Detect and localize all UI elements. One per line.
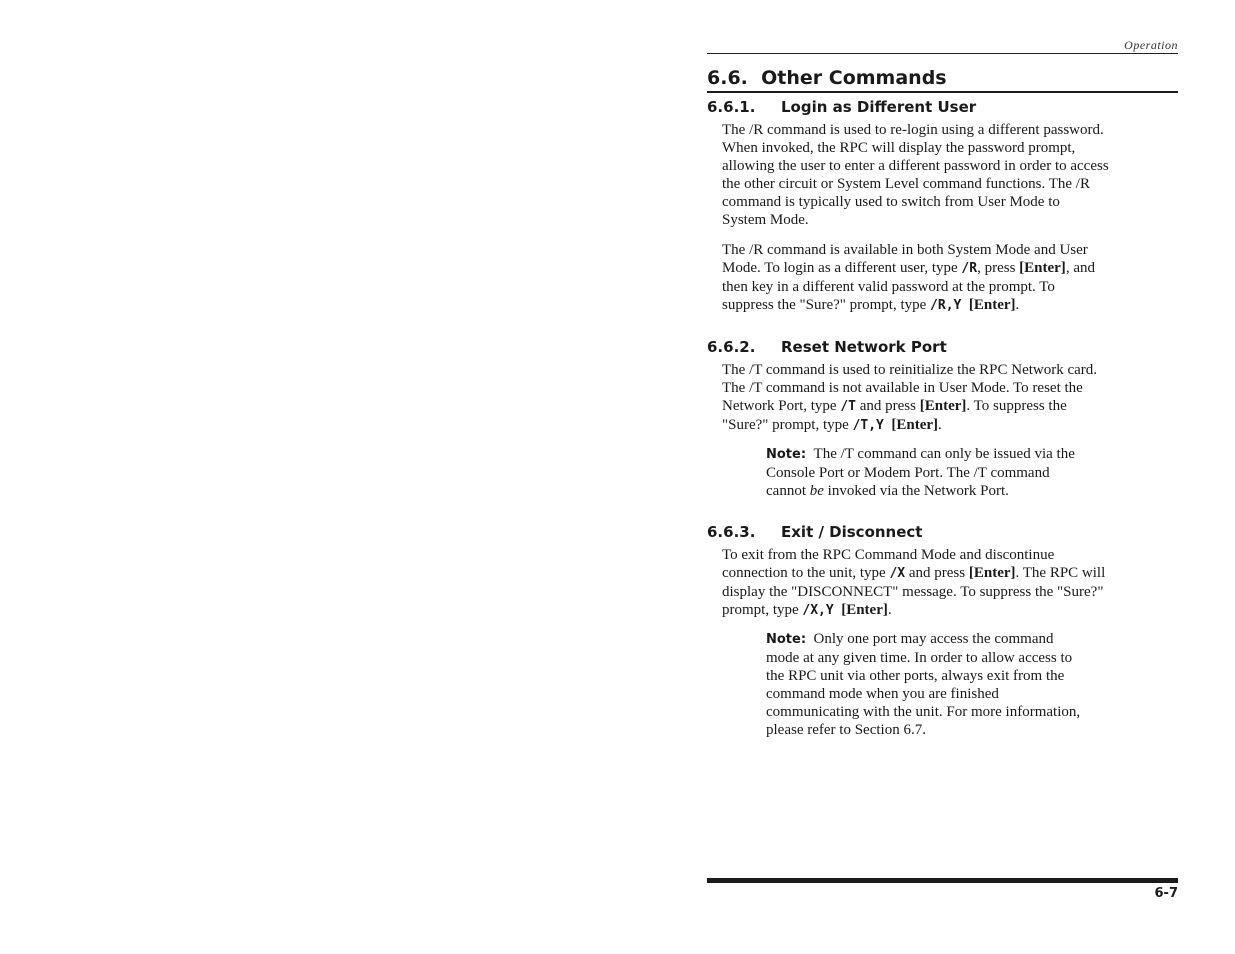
- note-label: Note:: [766, 632, 807, 647]
- text-line: command is typically used to switch from User Mode to: [722, 194, 1060, 210]
- running-head: Operation: [1124, 38, 1178, 52]
- text-line: Console Port or Modem Port. The /T command: [766, 465, 1050, 481]
- text-line: please refer to Section 6.7.: [766, 722, 926, 738]
- subsection-heading-reset: [707, 337, 947, 357]
- reset-paragraph: [722, 361, 1178, 435]
- text-run: Only one port may access the command: [813, 631, 1054, 647]
- text-line: The /T command is used to reinitialize the RPC Network card.: [722, 362, 1098, 378]
- header-rule: [707, 53, 1178, 54]
- text-run: .: [887, 602, 892, 618]
- text-line: System Mode.: [722, 212, 809, 228]
- emphasis: be: [809, 483, 824, 499]
- command-code: /X,Y: [802, 603, 834, 618]
- login-paragraph-2: [722, 241, 1178, 315]
- text-run: suppress the "Sure?" prompt, type: [722, 297, 931, 313]
- subsection-title: Reset Network Port: [781, 338, 947, 356]
- command-code: /R,Y: [930, 298, 962, 313]
- command-code: /X: [889, 566, 906, 581]
- section-heading: [707, 66, 1178, 93]
- enter-key-label: [Enter]: [968, 565, 1016, 581]
- text-run: "Sure?" prompt, type: [722, 417, 853, 433]
- section-title: Other Commands: [761, 67, 947, 89]
- section-number: 6.6.: [707, 67, 748, 89]
- exit-note: [766, 630, 1138, 739]
- text-run: and press: [905, 565, 969, 581]
- text-run: Mode. To login as a different user, type: [722, 260, 962, 276]
- text-run: prompt, type: [722, 602, 803, 618]
- text-line: When invoked, the RPC will display the password prompt,: [722, 140, 1076, 156]
- subsection-number: 6.6.3.: [707, 523, 756, 541]
- text-line: mode at any given time. In order to allow access to: [766, 650, 1073, 666]
- reset-note: [766, 445, 1138, 500]
- subsection-heading-login: [707, 97, 976, 117]
- page-number: 6-7: [1154, 886, 1178, 901]
- text-run: , and: [1065, 260, 1095, 276]
- text-line: then key in a different valid password at the prompt. To: [722, 279, 1055, 295]
- text-run: cannot: [766, 483, 810, 499]
- text-run: invoked via the Network Port.: [823, 483, 1009, 499]
- exit-paragraph: [722, 546, 1178, 620]
- text-run: , press: [977, 260, 1020, 276]
- text-run: and press: [855, 398, 920, 414]
- text-run: Network Port, type: [722, 398, 841, 414]
- text-line: the other circuit or System Level command functions. The /R: [722, 176, 1090, 192]
- text-run: The /T command can only be issued via the: [813, 446, 1075, 462]
- subsection-heading-exit: [707, 522, 922, 542]
- text-line: command mode when you are finished: [766, 686, 999, 702]
- text-line: The /R command is used to re-login using a different password.: [722, 122, 1104, 138]
- text-line: The /T command is not available in User Mode. To reset the: [722, 380, 1083, 396]
- text-run: . The RPC will: [1015, 565, 1106, 581]
- enter-key-label: [Enter]: [919, 398, 967, 414]
- note-label: Note:: [766, 447, 807, 462]
- subsection-title: Exit / Disconnect: [781, 523, 923, 541]
- enter-key-label: [Enter]: [841, 602, 888, 618]
- text-run: . To suppress the: [966, 398, 1067, 414]
- text-line: To exit from the RPC Command Mode and discontinue: [722, 547, 1055, 563]
- text-line: The /R command is available in both System Mode and User: [722, 242, 1088, 258]
- command-code: /T,Y: [852, 418, 884, 433]
- text-line: allowing the user to enter a different password in order to access: [722, 158, 1109, 174]
- subsection-number: 6.6.2.: [707, 338, 756, 356]
- text-run: .: [938, 417, 942, 433]
- enter-key-label: [Enter]: [968, 297, 1016, 313]
- text-line: the RPC unit via other ports, always exit from the: [766, 668, 1065, 684]
- login-paragraph-1: [722, 121, 1178, 229]
- footer-rule: [707, 878, 1178, 883]
- text-run: .: [1015, 297, 1020, 313]
- subsection-title: Login as Different User: [781, 98, 977, 116]
- text-line: communicating with the unit. For more information,: [766, 704, 1081, 720]
- document-page: [707, 0, 1178, 954]
- text-run: connection to the unit, type: [722, 565, 890, 581]
- text-line: display the "DISCONNECT" message. To suppress the "Sure?": [722, 584, 1104, 600]
- command-code: /T: [840, 399, 856, 414]
- enter-key-label: [Enter]: [1019, 260, 1066, 276]
- enter-key-label: [Enter]: [891, 417, 939, 433]
- command-code: /R: [961, 261, 978, 276]
- subsection-number: 6.6.1.: [707, 98, 756, 116]
